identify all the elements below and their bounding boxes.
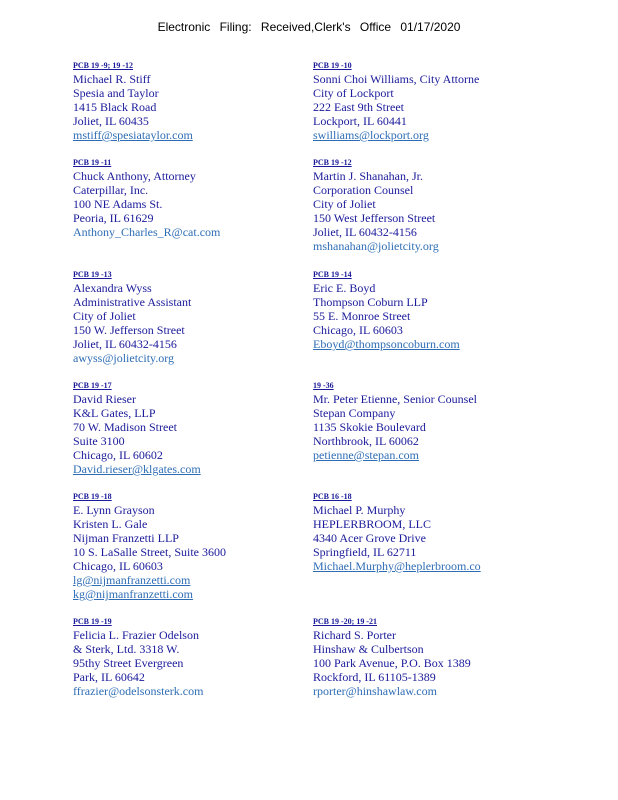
address-line: Corporation Counsel	[313, 183, 414, 197]
contact-name: Michael P. Murphy	[313, 503, 406, 517]
address-line: 10 S. LaSalle Street, Suite 3600	[73, 545, 226, 559]
contact-name: Chuck Anthony, Attorney	[73, 169, 196, 183]
address-line: 150 W. Jefferson Street	[73, 323, 185, 337]
email-link[interactable]: swilliams@lockport.org	[313, 128, 429, 142]
address-line: Hinshaw & Culbertson	[313, 642, 424, 656]
address-line: 70 W. Madison Street	[73, 420, 177, 434]
service-entry	[73, 158, 273, 239]
address-line: Caterpillar, Inc.	[73, 183, 149, 197]
address-line: City of Joliet	[313, 197, 376, 211]
email-link[interactable]: Michael.Murphy@heplerbroom.co	[313, 559, 481, 573]
case-number: PCB 19 -9; 19 -12	[73, 61, 133, 70]
address-line: Joliet, IL 60432-4156	[313, 225, 417, 239]
email-link[interactable]: awyss@jolietcity.org	[73, 351, 175, 365]
address-line: 55 E. Monroe Street	[313, 309, 411, 323]
address-line: Springfield, IL 62711	[313, 545, 417, 559]
address-line: Suite 3100	[73, 434, 125, 448]
contact-name: Michael R. Stiff	[73, 72, 151, 86]
service-entry	[73, 61, 273, 142]
address-line: Joliet, IL 60432-4156	[73, 337, 177, 351]
address-line: 1135 Skokie Boulevard	[313, 420, 426, 434]
contact-name: Eric E. Boyd	[313, 281, 376, 295]
service-entry	[73, 270, 273, 365]
contact-name: Mr. Peter Etienne, Senior Counsel	[313, 392, 477, 406]
address-line: Park, IL 60642	[73, 670, 145, 684]
service-entry	[73, 492, 273, 601]
email-link[interactable]: kg@nijmanfranzetti.com	[73, 587, 194, 601]
service-entry	[73, 617, 273, 698]
case-number: PCB 19 -19	[73, 617, 112, 626]
address-line: Rockford, IL 61105-1389	[313, 670, 436, 684]
contact-name: E. Lynn Grayson	[73, 503, 155, 517]
contact-name: Martin J. Shanahan, Jr.	[313, 169, 423, 183]
address-line: Chicago, IL 60603	[73, 559, 163, 573]
address-line: Stepan Company	[313, 406, 396, 420]
service-entry	[313, 270, 503, 351]
address-line: Administrative Assistant	[73, 295, 192, 309]
address-line: 1415 Black Road	[73, 100, 157, 114]
address-line: 100 NE Adams St.	[73, 197, 163, 211]
address-line: Chicago, IL 60602	[73, 448, 163, 462]
address-line: K&L Gates, LLP	[73, 406, 156, 420]
contact-name: Sonni Choi Williams, City Attorne	[313, 72, 480, 86]
email-link[interactable]: David.rieser@klgates.com	[73, 462, 201, 476]
case-number: PCB 19 -11	[73, 158, 112, 167]
address-line: Nijman Franzetti LLP	[73, 531, 179, 545]
address-line: 222 East 9th Street	[313, 100, 404, 114]
case-number: PCB 19 -17	[73, 381, 112, 390]
case-number: PCB 19 -14	[313, 270, 352, 279]
email-link[interactable]: petienne@stepan.com	[313, 448, 420, 462]
case-number: PCB 16 -18	[313, 492, 352, 501]
contact-name: Kristen L. Gale	[73, 517, 148, 531]
address-line: Chicago, IL 60603	[313, 323, 403, 337]
contact-name: David Rieser	[73, 392, 136, 406]
address-line: 4340 Acer Grove Drive	[313, 531, 426, 545]
filing-header: Electronic Filing: Received,Clerk's Office 01/17/2020	[157, 20, 461, 34]
email-link[interactable]: mstiff@spesiataylor.com	[73, 128, 193, 142]
case-number: 19 -36	[313, 381, 334, 390]
email-link[interactable]: lg@nijmanfranzetti.com	[73, 573, 191, 587]
email-link[interactable]: Eboyd@thompsoncoburn.com	[313, 337, 460, 351]
contact-name: Richard S. Porter	[313, 628, 396, 642]
address-line: 100 Park Avenue, P.O. Box 1389	[313, 656, 471, 670]
address-line: Northbrook, IL 60062	[313, 434, 419, 448]
email-link[interactable]: rporter@hinshawlaw.com	[313, 684, 437, 698]
case-number: PCB 19 -18	[73, 492, 112, 501]
address-line: & Sterk, Ltd. 3318 W.	[73, 642, 180, 656]
case-number: PCB 19 -20; 19 -21	[313, 617, 377, 626]
address-line: Thompson Coburn LLP	[313, 295, 428, 309]
address-line: 95thy Street Evergreen	[73, 656, 184, 670]
service-entry	[313, 492, 503, 573]
case-number: PCB 19 -12	[313, 158, 352, 167]
address-line: Joliet, IL 60435	[73, 114, 149, 128]
service-entry	[313, 617, 503, 698]
case-number: PCB 19 -13	[73, 270, 112, 279]
email-link[interactable]: mshanahan@jolietcity.org	[313, 239, 439, 253]
address-line: Lockport, IL 60441	[313, 114, 407, 128]
address-line: Spesia and Taylor	[73, 86, 159, 100]
email-link[interactable]: Anthony_Charles_R@cat.com	[73, 225, 221, 239]
contact-name: Alexandra Wyss	[73, 281, 152, 295]
address-line: City of Lockport	[313, 86, 394, 100]
address-line: City of Joliet	[73, 309, 136, 323]
address-line: 150 West Jefferson Street	[313, 211, 436, 225]
service-entry	[313, 61, 503, 142]
service-entry	[313, 158, 503, 253]
service-entry	[73, 381, 273, 476]
address-line: Peoria, IL 61629	[73, 211, 154, 225]
address-line: HEPLERBROOM, LLC	[313, 517, 432, 531]
email-link[interactable]: ffrazier@odelsonsterk.com	[73, 684, 204, 698]
case-number: PCB 19 -10	[313, 61, 352, 70]
service-entry	[313, 381, 503, 462]
contact-name: Felicia L. Frazier Odelson	[73, 628, 199, 642]
